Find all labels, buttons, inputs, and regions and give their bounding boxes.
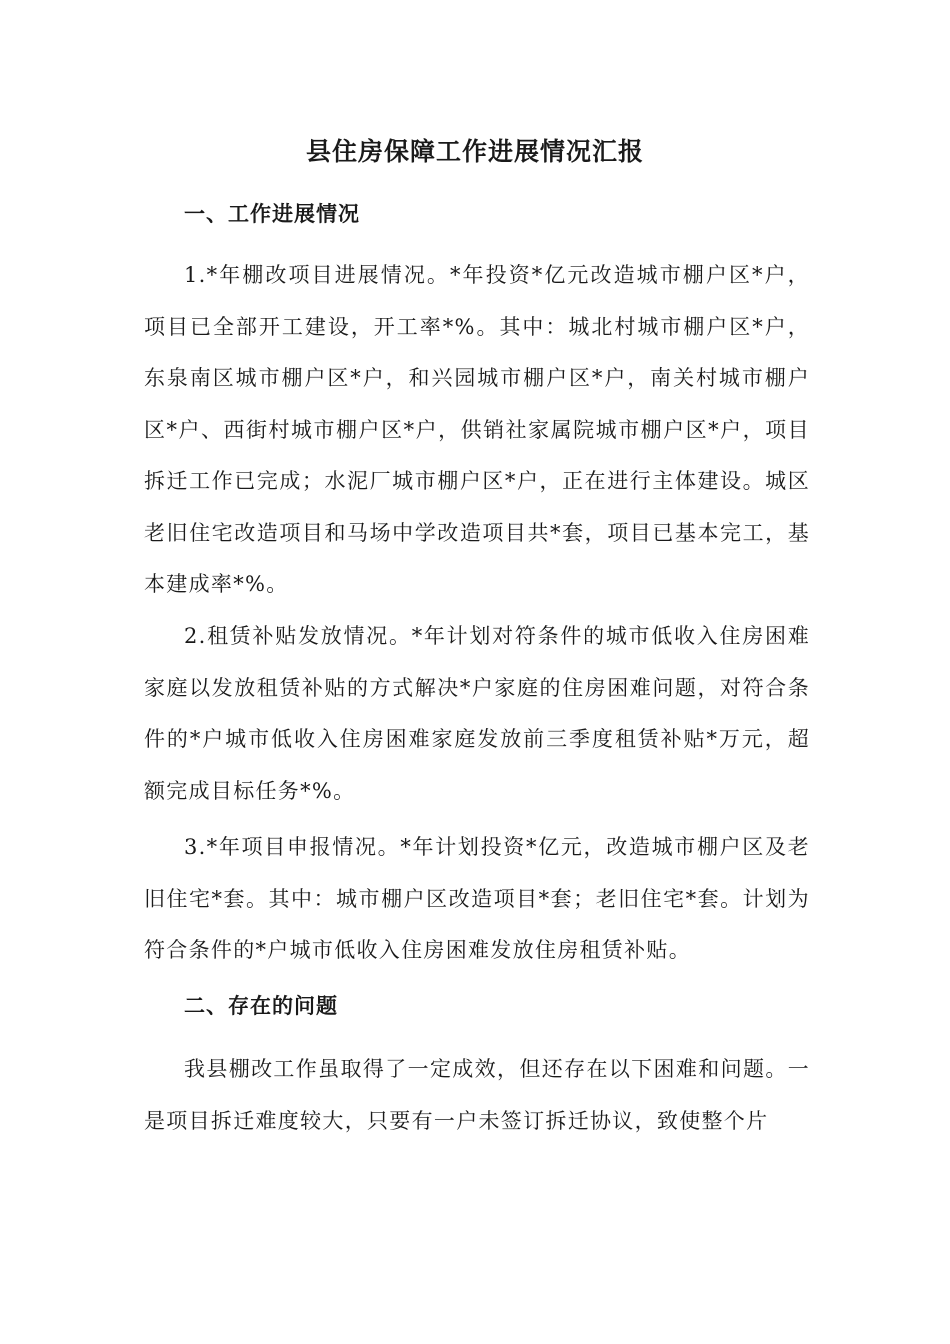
section-heading-progress: 一、工作进展情况 (184, 201, 360, 226)
paragraph-shantytown-progress: 1.*年棚改项目进展情况。*年投资*亿元改造城市棚户区*户，项目已全部开工建设，开工率*%。其中：城北村城市棚户区*户，东泉南区城市棚户区*户，和兴园城市棚户区*户，南关村城市棚户区*户、西街村城市棚户区*户，供销社家属院城市棚户区*户，项目拆迁工作已完成；水泥厂城市棚户区*户，正在进行主体建设。城区老旧住宅改造项目和马场中学改造项目共*套，项目已基本完工，基本建成率*%。 (144, 263, 810, 596)
document-title: 县住房保障工作进展情况汇报 (305, 137, 644, 166)
paragraph-problems: 我县棚改工作虽取得了一定成效，但还存在以下困难和问题。一是项目拆迁难度较大，只要有一户未签订拆迁协议，致使整个片 (144, 1057, 810, 1133)
paragraph-rental-subsidy: 2.租赁补贴发放情况。*年计划对符条件的城市低收入住房困难家庭以发放租赁补贴的方式解决*户家庭的住房困难问题，对符合条件的*户城市低收入住房困难家庭发放前三季度租赁补贴*万元，超额完成目标任务*%。 (144, 624, 810, 803)
paragraph-project-application: 3.*年项目申报情况。*年计划投资*亿元，改造城市棚户区及老旧住宅*套。其中：城市棚户区改造项目*套；老旧住宅*套。计划为符合条件的*户城市低收入住房困难发放住房租赁补贴。 (144, 835, 810, 962)
section-heading-problems: 二、存在的问题 (184, 993, 338, 1018)
